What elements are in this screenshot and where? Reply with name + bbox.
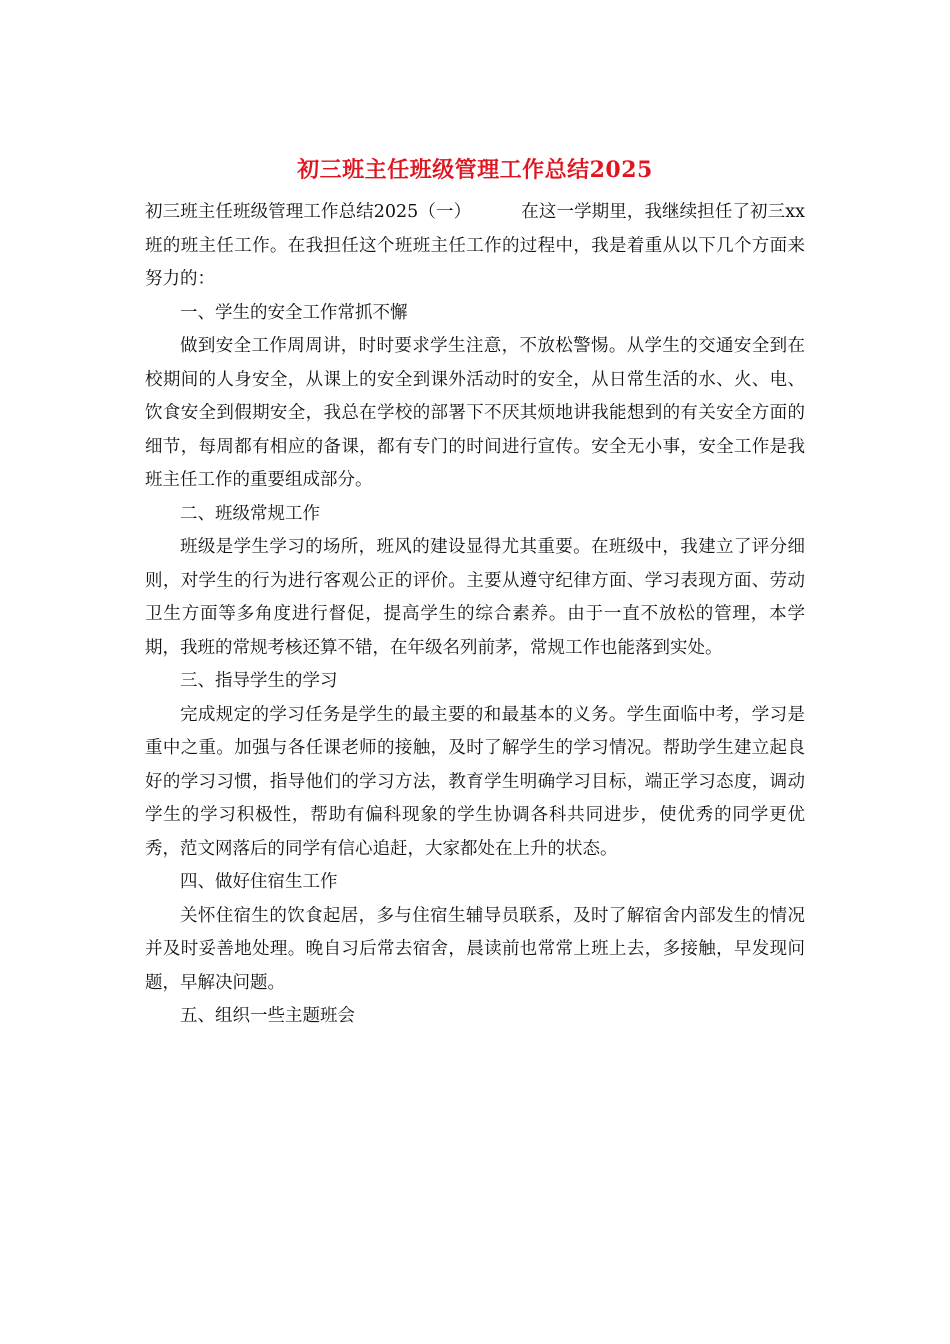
section-heading-1: 一、学生的安全工作常抓不懈 [180, 302, 408, 323]
intro-text: 在这一学期里，我继续担任了初三xx班的班主任工作。在我担任这个班班主任工作的过程中，我是着重从以下几个方面来努力的： [145, 202, 805, 289]
document-body [145, 196, 805, 1034]
section-text-3: 完成规定的学习任务是学生的最主要的和最基本的义务。学生面临中考，学习是重中之重。加强与各任课老师的接触，及时了解学生的学习情况。帮助学生建立起良好的学习习惯，指导他们的学习方法，教育学生明确学习目标，端正学习态度，调动学生的学习积极性，帮助有偏科现象的学生协调各科共同进步，使优秀的同学更优秀，范文网落后的同学有信心追赶，大家都处在上升的状态。 [145, 704, 805, 859]
section-heading-3: 三、指导学生的学习 [180, 671, 338, 691]
section-heading-5: 五、组织一些主题班会 [180, 1006, 355, 1026]
section-text-1: 做到安全工作周周讲，时时要求学生注意，不放松警惕。从学生的交通安全到在校期间的人身安全，从课上的安全到课外活动时的安全，从日常生活的水、火、电、饮食安全到假期安全，我总在学校的部署下不厌其烦地讲我能想到的有关安全方面的细节，每周都有相应的备课，都有专门的时间进行宣传。安全无小事，安全工作是我班主任工作的重要组成部分。 [145, 336, 805, 490]
section-text-4: 关怀住宿生的饮食起居，多与住宿生辅导员联系，及时了解宿舍内部发生的情况并及时妥善地处理。晚自习后常去宿舍，晨读前也常常上班上去，多接触，早发现问题，早解决问题。 [145, 905, 805, 993]
intro-paragraph [145, 196, 805, 297]
section-heading-4: 四、做好住宿生工作 [180, 872, 338, 892]
intro-label: 初三班主任班级管理工作总结2025（一） [145, 202, 472, 222]
section-heading-2: 二、班级常规工作 [180, 503, 320, 524]
section-text-2: 班级是学生学习的场所，班风的建设显得尤其重要。在班级中，我建立了评分细则，对学生的行为进行客观公正的评价。主要从遵守纪律方面、学习表现方面、劳动卫生方面等多角度进行督促，提高学生的综合素养。由于一直不放松的管理，本学期，我班的常规考核还算不错，在年级名列前茅，常规工作也能落到实处。 [145, 537, 805, 658]
document-title: 初三班主任班级管理工作总结2025 [297, 157, 653, 183]
